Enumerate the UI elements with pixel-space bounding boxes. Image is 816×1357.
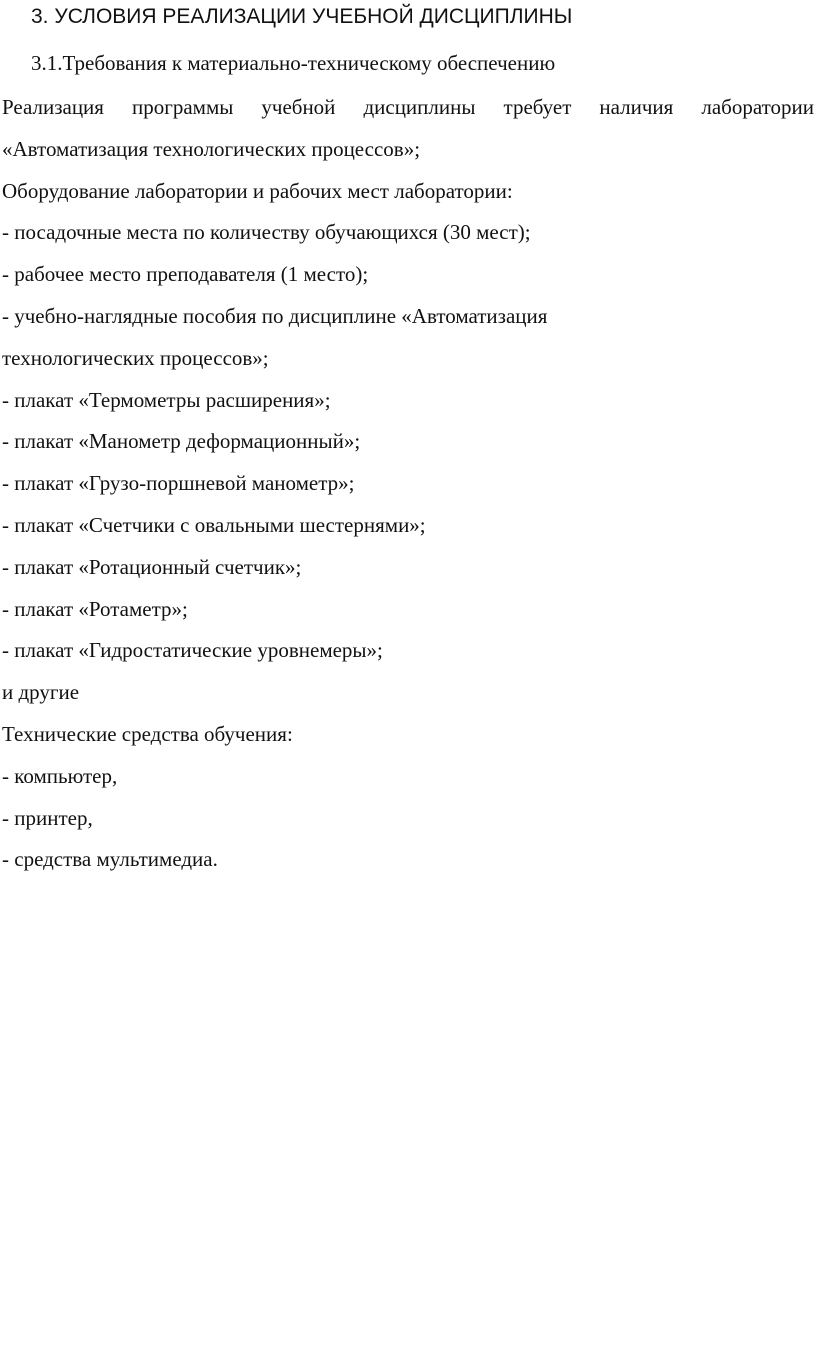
list-item: - учебно-наглядные пособия по дисциплине «Автоматизация [2,303,548,328]
list-item: - плакат «Счетчики с овальными шестернями»; [2,512,426,537]
equipment-intro: Оборудование лаборатории и рабочих мест лаборатории: [2,178,513,203]
list-item: - плакат «Манометр деформационный»; [2,429,361,454]
list-item: - компьютер, [2,763,118,788]
list-item: - плакат «Ротационный счетчик»; [2,554,302,579]
list-item: и другие [2,680,80,705]
list-item: - плакат «Грузо-поршневой манометр»; [2,471,355,496]
list-item: - плакат «Ротаметр»; [2,596,188,621]
list-item: - рабочее место преподавателя (1 место); [2,262,369,287]
subsection-heading: 3.1.Требования к материально-техническому обеспечению [31,51,556,75]
list-item: технологических процессов»; [2,345,269,370]
paragraph-line: «Автоматизация технологических процессов»; [2,136,421,161]
list-item: - средства мультимедиа. [2,847,218,872]
list-item: - принтер, [2,805,93,830]
list-item: - плакат «Термометры расширения»; [2,387,331,412]
document-body [2,90,814,884]
section-heading: 3. УСЛОВИЯ РЕАЛИЗАЦИИ УЧЕБНОЙ ДИСЦИПЛИНЫ [31,5,573,28]
paragraph-line: Реализация программы учебной дисциплины требует наличия лаборатории [2,95,814,119]
technical-intro: Технические средства обучения: [2,721,293,746]
list-item: - плакат «Гидростатические уровнемеры»; [2,638,383,663]
list-item: - посадочные места по количеству обучающихся (30 мест); [2,220,531,245]
